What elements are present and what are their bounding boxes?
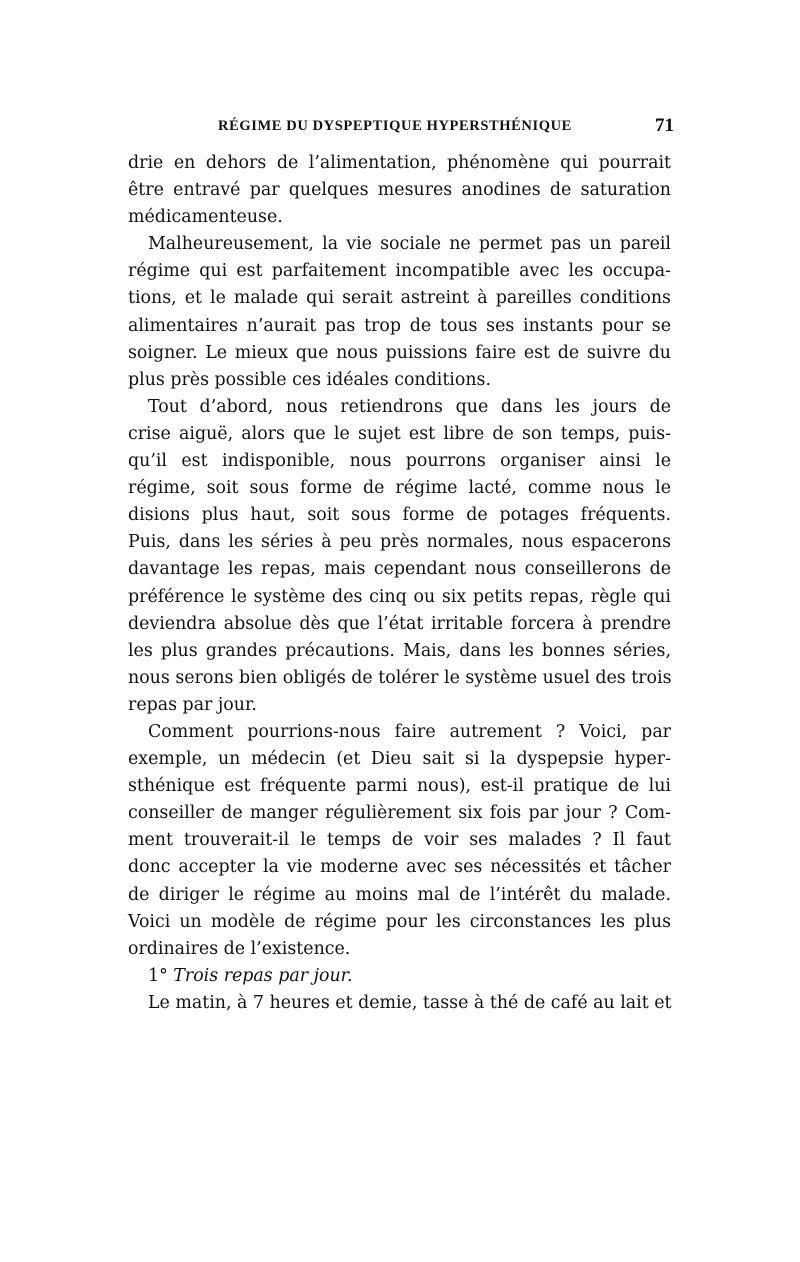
text-line: ordinaires de l’existence. bbox=[128, 938, 351, 959]
running-head bbox=[128, 115, 674, 140]
text-line: régime qui est parfaitement incompatible avec les occupa- bbox=[128, 261, 671, 282]
text-line: Comment pourrions-nous faire autrement ? Voici, par bbox=[148, 721, 671, 742]
text-line: repas par jour. bbox=[128, 694, 257, 715]
text-line: ment trouverait-il le temps de voir ses malades ? Il faut bbox=[128, 830, 671, 851]
text-line: Puis, dans les séries à peu près normales, nous espacerons bbox=[128, 532, 671, 553]
text-line: plus près possible ces idéales conditions. bbox=[128, 369, 491, 390]
text-line: Tout d’abord, nous retiendrons que dans les jours de bbox=[148, 396, 671, 417]
text-line: conseiller de manger régulièrement six fois par jour ? Com- bbox=[128, 803, 671, 824]
text-line: drie en dehors de l’alimentation, phénomène qui pourrait bbox=[128, 153, 671, 173]
running-title: RÉGIME DU DYSPEPTIQUE HYPERSTHÉNIQUE bbox=[218, 118, 572, 134]
page-number: 71 bbox=[655, 115, 674, 136]
text-line: Le matin, à 7 heures et demie, tasse à thé de café au lait et bbox=[148, 992, 672, 1013]
text-line: crise aiguë, alors que le sujet est libre de son temps, puis- bbox=[128, 423, 671, 444]
text-line: nous serons bien obligés de tolérer le système usuel des trois bbox=[128, 667, 672, 688]
section-title: Trois repas par jour. bbox=[173, 965, 353, 986]
text-line: tions, et le malade qui serait astreint à pareilles conditions bbox=[128, 288, 671, 309]
text-line: régime, soit sous forme de régime lacté, comme nous le bbox=[128, 478, 671, 499]
text-line: qu’il est indisponible, nous pourrons organiser ainsi le bbox=[128, 451, 671, 472]
text-line: alimentaires n’aurait pas trop de tous ses instants pour se bbox=[128, 315, 671, 336]
text-line: disions plus haut, soit sous forme de potages fréquents. bbox=[128, 505, 671, 526]
text-line: exemple, un médecin (et Dieu sait si la dyspepsie hyper- bbox=[128, 749, 671, 770]
body-text bbox=[128, 150, 671, 1017]
text-line: Voici un modèle de régime pour les circonstances les plus bbox=[128, 911, 671, 932]
text-line: davantage les repas, mais cependant nous conseillerons de bbox=[128, 559, 671, 580]
text-line: sthénique est fréquente parmi nous), est-il pratique de lui bbox=[128, 776, 671, 797]
text-line: préférence le système des cinq ou six petits repas, règle qui bbox=[128, 586, 671, 607]
section-number: 1° bbox=[148, 965, 168, 986]
text-line: de diriger le régime au moins mal de l’intérêt du malade. bbox=[128, 884, 671, 905]
text-line: donc accepter la vie moderne avec ses nécessités et tâcher bbox=[128, 857, 671, 878]
section-heading bbox=[128, 963, 671, 990]
text-line: les plus grandes précautions. Mais, dans les bonnes séries, bbox=[128, 640, 671, 661]
text-line: médicamenteuse. bbox=[128, 207, 283, 228]
text-line: être entravé par quelques mesures anodines de saturation bbox=[128, 180, 671, 201]
text-line: deviendra absolue dès que l’état irritable forcera à prendre bbox=[128, 613, 671, 634]
text-line: soigner. Le mieux que nous puissions faire est de suivre du bbox=[128, 342, 671, 363]
text-line: Malheureusement, la vie sociale ne permet pas un pareil bbox=[148, 234, 671, 255]
